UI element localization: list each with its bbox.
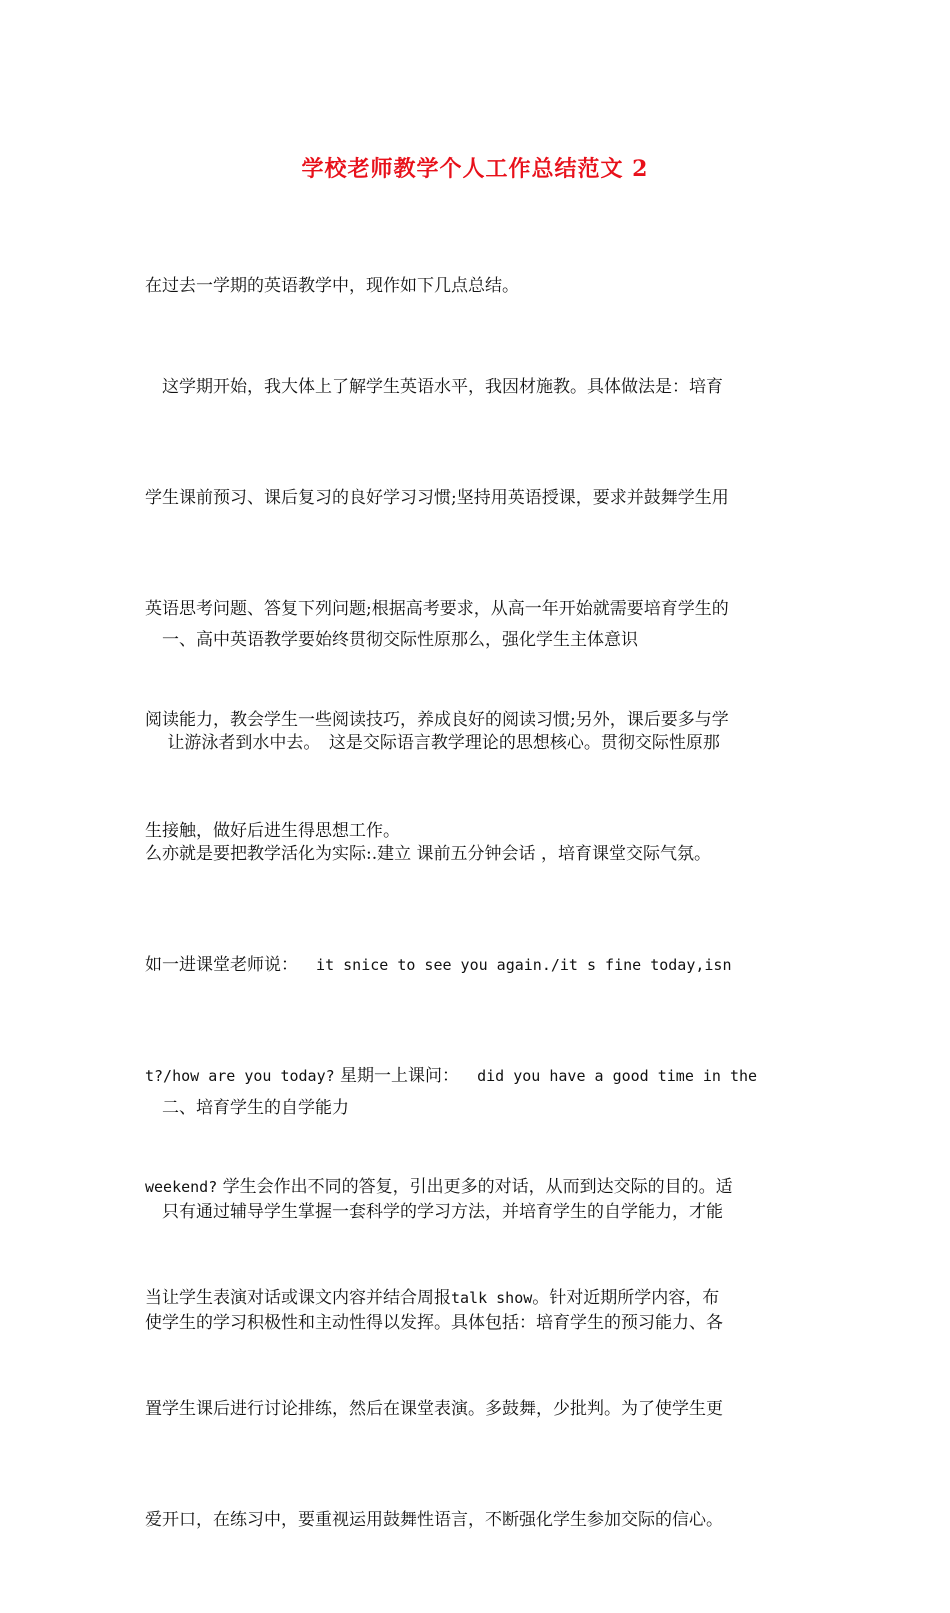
paragraph-2-line-8: 爱开口，在练习中，要重视运用鼓舞性语言，不断强化学生参加交际的信心。 (145, 1510, 723, 1530)
paragraph-1-line-2: 学生课前预习、课后复习的良好学习习惯;坚持用英语授课，要求并鼓舞学生用 (145, 488, 729, 508)
paragraph-2-line-3-en: it snice to see you again./it s fine today,isn (298, 956, 732, 974)
paragraph-1-line-4: 阅读能力，教会学生一些阅读技巧，养成良好的阅读习惯;另外，课后要多与学 (145, 710, 729, 730)
paragraph-1-line-5: 生接触，做好后进生得思想工作。 (145, 821, 400, 841)
paragraph-2-line-6-cn-a: 当让学生表演对话或课文内容并结合周报 (145, 1288, 451, 1308)
paragraph-3-line-1: 只有通过辅导学生掌握一套科学的学习方法，并培育学生的自学能力，才能 (145, 1202, 723, 1222)
paragraph-2-line-4-en-b: did you have a good time in the (459, 1067, 758, 1085)
section-heading-1-text: 一、高中英语教学要始终贯彻交际性原那么，强化学生主体意识 (145, 630, 638, 650)
intro-line: 在过去一学期的英语教学中，现作如下几点总结。 (145, 276, 519, 296)
paragraph-2-line-5-cn: 学生会作出不同的答复，引出更多的对话，从而到达交际的目的。适 (217, 1177, 733, 1197)
paragraph-2-line-1: 让游泳者到水中去。 这是交际语言教学理论的思想核心。贯彻交际性原那 (145, 733, 720, 753)
paragraph-2-line-4-cn: 星期一上课问： (334, 1066, 460, 1086)
paragraph-2-line-4-en-a: t?/how are you today? (145, 1067, 335, 1085)
paragraph-1-line-1: 这学期开始，我大体上了解学生英语水平，我因材施教。具体做法是：培育 (145, 377, 723, 397)
paragraph-2-line-6-en: talk show (451, 1289, 533, 1307)
document-title: 学校老师教学个人工作总结范文 2 (301, 156, 649, 182)
paragraph-1-line-3: 英语思考问题、答复下列问题;根据高考要求，从高一年开始就需要培育学生的 (145, 599, 729, 619)
paragraph-2-line-2: 么亦就是要把教学活化为实际:.建立 课前五分钟会话 ，培育课堂交际气氛。 (145, 844, 711, 864)
paragraph-2-line-6-cn-b: 。针对近期所学内容，布 (532, 1288, 720, 1308)
paragraph-2-line-3-cn: 如一进课堂老师说： (145, 955, 298, 975)
paragraph-2-line-7: 置学生课后进行讨论排练，然后在课堂表演。多鼓舞，少批判。为了使学生更 (145, 1399, 723, 1419)
paragraph-3 (145, 1120, 810, 1416)
paragraph-2-line-3 (145, 947, 810, 984)
section-heading-2-text: 二、培育学生的自学能力 (145, 1098, 349, 1118)
paragraph-2-line-5-en: weekend? (145, 1178, 218, 1196)
paragraph-3-line-2: 使学生的学习积极性和主动性得以发挥。具体包括：培育学生的预习能力、各 (145, 1313, 723, 1333)
